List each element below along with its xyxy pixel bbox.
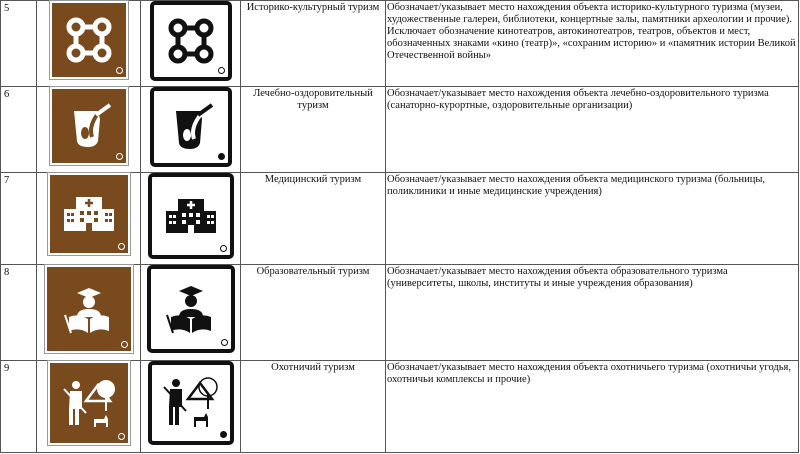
row-number: 9 [1,361,37,453]
row-number: 7 [1,173,37,265]
black-sign-cell [141,87,241,173]
tourism-type-name: Охотничий туризм [241,361,386,453]
tourism-type-description: Обозначает/указывает место нахождения объекта лечебно-оздоровительного туризма (санаторно-курортные, оздоровительные организации) [386,87,799,173]
location-pin-icon [118,433,125,440]
hospital-building-icon [148,173,234,259]
tourism-type-name: Историко-культурный туризм [241,1,386,87]
row-number: 8 [1,265,37,361]
tourism-type-description: Обозначает/указывает место нахождения объекта историко-культурного туризма (музеи, художественные галереи, библиотеки, концертные залы, памятники археологии и прочие). Исключает обозначение кинотеатров, автокинотеатров, театров, объектов и мест, обозначенных знаками «кино (театр)», «сохраним историю» и «памятник истории Великой Отечественной войны» [386,1,799,87]
mineral-water-cup-icon [150,87,232,167]
tourism-type-name: Лечебно-оздоровительный туризм [241,87,386,173]
black-sign-cell [141,361,241,453]
location-pin-icon [218,153,225,160]
graduate-with-book-icon [45,265,133,353]
location-pin-icon [118,243,125,250]
location-pin-icon [220,431,227,438]
row-number: 5 [1,1,37,87]
hospital-building-icon [48,173,130,255]
black-sign-cell [141,1,241,87]
location-pin-icon [220,245,227,252]
location-pin-icon [218,67,225,74]
command-loop-icon [50,1,128,79]
hunter-with-dog-icon [148,361,234,445]
table-row [1,1,799,87]
table-row [1,265,799,361]
brown-sign-cell [37,1,141,87]
location-pin-icon [116,153,123,160]
mineral-water-cup-icon [50,87,128,165]
graduate-with-book-icon [147,265,235,353]
command-loop-icon [150,1,232,81]
tourism-type-description: Обозначает/указывает место нахождения объекта образовательного туризма (университеты, школы, институты и иные учреждения образования) [386,265,799,361]
brown-sign-cell [37,173,141,265]
brown-sign-cell [37,87,141,173]
table-row [1,173,799,265]
location-pin-icon [221,339,228,346]
row-number: 6 [1,87,37,173]
hunter-with-dog-icon [48,361,130,445]
black-sign-cell [141,173,241,265]
table-row [1,361,799,453]
black-sign-cell [141,265,241,361]
tourism-type-description: Обозначает/указывает место нахождения объекта охотничьего туризма (охотничьи угодья, охотничьи комплексы и прочие) [386,361,799,453]
tourism-type-name: Образовательный туризм [241,265,386,361]
brown-sign-cell [37,361,141,453]
tourism-type-name: Медицинский туризм [241,173,386,265]
tourism-type-description: Обозначает/указывает место нахождения объекта медицинского туризма (больницы, поликлиники и иные медицинские учреждения) [386,173,799,265]
location-pin-icon [121,341,128,348]
location-pin-icon [116,67,123,74]
brown-sign-cell [37,265,141,361]
table-row [1,87,799,173]
